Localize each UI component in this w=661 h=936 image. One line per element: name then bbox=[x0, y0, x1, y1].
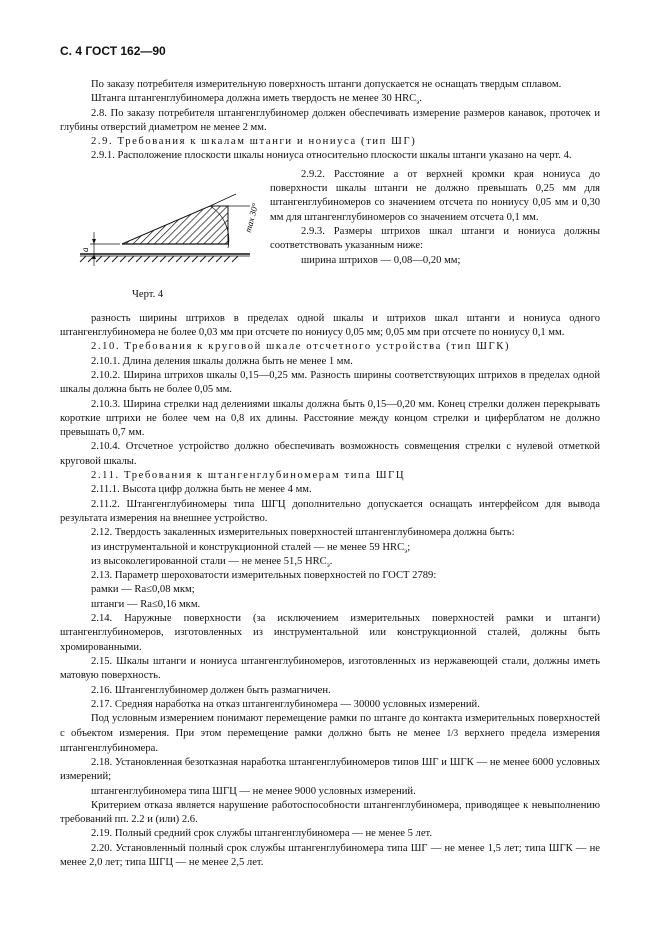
paragraph: Критерием отказа является нарушение работоспособности штангенглубиномера, приводящее к невыполнению требований пп. 2.2 и (или) 2.6. bbox=[60, 799, 600, 826]
paragraph: 2.9.1. Расположение плоскости шкалы нониуса относительно плоскости шкалы штанги указано на черт. 4. bbox=[91, 150, 572, 162]
document-body bbox=[60, 78, 600, 870]
section-heading: 2.10. Требования к круговой шкале отсчетного устройства (тип ШГК) bbox=[91, 341, 511, 353]
figure-block bbox=[60, 164, 600, 312]
paragraph: ширина штрихов — 0,08—0,20 мм; bbox=[301, 254, 461, 266]
paragraph: 2.10.3. Ширина стрелки над делениями шкалы должна быть 0,15—0,20 мм. Конец стрелки должен перекрывать короткие штрихи не более чем на 0,8 их длины. Расстояние между концом стрелки и циферблатом не должно превышать 0,7 мм. bbox=[60, 398, 600, 439]
paragraph: 2.10.4. Отсчетное устройство должно обеспечивать возможность совмещения стрелки с нулевой отметкой круговой шкалы. bbox=[60, 441, 600, 467]
paragraph: 2.9.3. Размеры штрихов шкал штанги и нониуса должны соответствовать указанным ниже: bbox=[270, 225, 600, 252]
paragraph: 2.20. Установленный полный срок службы штангенглубиномера типа ШГ — не менее 1,5 лет; типа ШГК — не менее 2,0 лет; типа ШГЦ — не менее 2,5 лет. bbox=[60, 842, 600, 869]
paragraph: штанги — Ra≤0,16 мкм. bbox=[91, 598, 201, 610]
figure-side-text bbox=[270, 168, 600, 268]
paragraph: 2.14. Наружные поверхности (за исключением измерительных поверхностей рамки и штанги) штангенглубиномеров, изготовленных из инструментальной или конструкционной сталей, должны быть хромированными. bbox=[60, 613, 600, 653]
section-heading: 2.11. Требования к штангенглубиномерам типа ШГЦ bbox=[91, 470, 406, 482]
paragraph: 2.10.1. Длина деления шкалы должна быть не менее 1 мм. bbox=[91, 355, 353, 367]
paragraph: разность ширины штрихов в пределах одной шкалы и штрихов шкал штанги и нониуса одного штангенглубиномера не более 0,03 мм при отсчете по нониусу 0,05 мм; 0,05 мм при отсчете по нониусу 0,1 мм. bbox=[60, 312, 600, 339]
paragraph: из инструментальной и конструкционной сталей — не менее 59 $HRC_э$; bbox=[91, 541, 411, 555]
paragraph: По заказу потребителя измерительную поверхность штанги допускается не оснащать твердым сплавом. bbox=[91, 79, 562, 90]
paragraph: 2.16. Штангенглубиномер должен быть размагничен. bbox=[91, 684, 331, 696]
paragraph: из высоколегированной стали — не менее 51,5 $HRC_э$. bbox=[91, 555, 333, 569]
paragraph: 2.18. Установленная безотказная наработка штангенглубиномеров типов ШГ и ШГК — не менее 6000 условных измерений; bbox=[60, 756, 600, 783]
paragraph: 2.8. По заказу потребителя штангенглубиномер должен обеспечивать измерение размеров канавок, проточек и глубины отверстий диаметром не менее 2 мм. bbox=[60, 107, 600, 133]
section-heading: 2.9. Требования к шкалам штанги и нониуса (тип ШГ) bbox=[91, 136, 417, 148]
figure-caption: Черт. 4 bbox=[132, 288, 164, 300]
paragraph: 2.15. Шкалы штанги и нониуса штангенглубиномеров, изготовленных из нержавеющей стали, должны иметь матовую поверхность. bbox=[60, 655, 600, 682]
paragraph: Штанга штангенглубиномера должна иметь твердость не менее 30 $HRC_э$. bbox=[91, 93, 422, 107]
paragraph: 2.10.2. Ширина штрихов шкалы 0,15—0,25 мм. Разность ширины соответствующих штрихов в пределах одной шкалы должна быть не более 0,05 мм. bbox=[60, 369, 600, 396]
paragraph: 2.13. Параметр шероховатости измерительных поверхностей по ГОСТ 2789: bbox=[91, 570, 437, 582]
paragraph: 2.9.2. Расстояние a от верхней кромки края нониуса до поверхности шкалы штанги не должно превышать 0,25 мм для штангенглубиномеров со значением отсчета по нониусу 0,05 мм и 0,30 мм для штангенглубиномеров со значением отсчета 0,1 мм. bbox=[270, 168, 600, 223]
paragraph: Под условным измерением понимают перемещение рамки по штанге до контакта измерительных поверхностей с объектом измерения. При этом перемещение рамки должно быть не менее 1/3 верхнего предела измерения штангенглубиномера. bbox=[60, 713, 601, 754]
page-header: С. 4 ГОСТ 162—90 bbox=[60, 44, 166, 58]
paragraph: рамки — Ra≤0,08 мкм; bbox=[91, 584, 195, 596]
paragraph: 2.17. Средняя наработка на отказ штангенглубиномера — 30000 условных измерений. bbox=[91, 698, 480, 710]
paragraph: 2.11.1. Высота цифр должна быть не менее 4 мм. bbox=[91, 484, 312, 496]
paragraph: 2.19. Полный средний срок службы штангенглубиномера — не менее 5 лет. bbox=[91, 828, 433, 840]
paragraph: штангенглубиномера типа ШГЦ — не менее 9000 условных измерений. bbox=[91, 785, 416, 797]
paragraph: 2.12. Твердость закаленных измерительных поверхностей штангенглубиномера должна быть: bbox=[91, 527, 515, 539]
paragraph: 2.11.2. Штангенглубиномеры типа ШГЦ дополнительно допускается оснащать интерфейсом для вывода результата измерения на внешнее устройство. bbox=[60, 498, 600, 524]
dimension-a-label: a bbox=[80, 247, 90, 252]
angle-label: max 30° bbox=[242, 201, 260, 234]
